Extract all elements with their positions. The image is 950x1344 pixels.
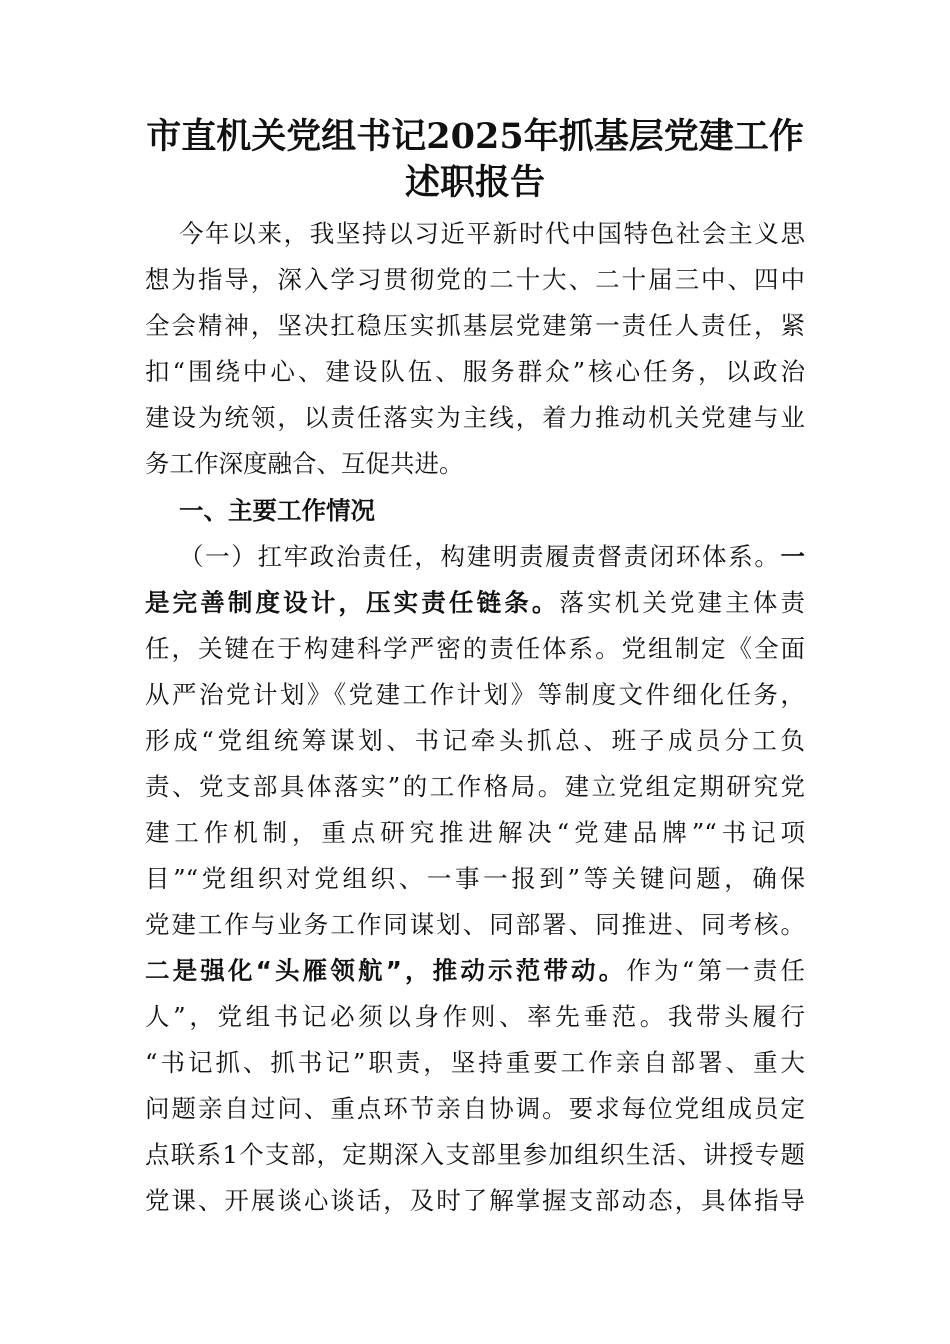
body-1-line-3: 形成“党组统筹谋划、书记牵头抓总、班子成员分工负 xyxy=(145,726,805,755)
body-1-line-1: 任，关键在于构建科学严密的责任体系。党组制定《全面 xyxy=(145,634,805,663)
subsection-1-heading: （一）扛牢政治责任，构建明责履责督责闭环体系。 xyxy=(179,542,781,571)
intro-line-3: 全会精神，坚决扛稳压实抓基层党建第一责任人责任，紧 xyxy=(145,311,805,340)
body-1-line-4: 责、党支部具体落实”的工作格局。建立党组定期研究党 xyxy=(145,772,805,801)
body-1-line-7: 党建工作与业务工作同谋划、同部署、同推进、同考核。 xyxy=(145,910,805,939)
document-title-line-2: 述职报告 xyxy=(404,162,545,203)
intro-line-2: 想为指导，深入学习贯彻党的二十大、二十届三中、四中 xyxy=(145,265,805,294)
intro-line-6: 务工作深度融合、互促共进。 xyxy=(145,449,464,478)
point-1-line xyxy=(145,580,805,626)
document-title-line-1: 市直机关党组书记2025年抓基层党建工作 xyxy=(146,116,804,157)
body-1-line-2: 从严治党计划》《党建工作计划》等制度文件细化任务， xyxy=(145,680,805,709)
body-1-line-5: 建工作机制，重点研究推进解决“党建品牌”“书记项 xyxy=(145,818,805,847)
point-1-title: 是完善制度设计，压实责任链条。 xyxy=(145,588,560,617)
intro-line-5: 建设为统领，以责任落实为主线，着力推动机关党建与业 xyxy=(145,403,805,432)
body-2-line-5: 党课、开展谈心谈话，及时了解掌握支部动态，具体指导 xyxy=(145,1186,805,1215)
body-2-line-2: “书记抓、抓书记”职责，坚持重要工作亲自部署、重大 xyxy=(145,1048,805,1077)
point-2-title: 二是强化“头雁领航”，推动示范带动。 xyxy=(145,956,627,985)
body-1-line-6: 目”“党组织对党组织、一事一报到”等关键问题，确保 xyxy=(145,864,805,893)
section-heading-1: 一、主要工作情况 xyxy=(179,496,375,525)
intro-line-1: 今年以来，我坚持以习近平新时代中国特色社会主义思 xyxy=(179,219,805,248)
intro-line-4: 扣“围绕中心、建设队伍、服务群众”核心任务，以政治 xyxy=(145,357,805,386)
body-2-line-3: 问题亲自过问、重点环节亲自协调。要求每位党组成员定 xyxy=(145,1094,805,1123)
body-2-line-1: 人”，党组书记必须以身作则、率先垂范。我带头履行 xyxy=(145,1002,805,1031)
point-1-lead: 一 xyxy=(780,542,805,571)
point-2-text: 作为“第一责任 xyxy=(626,956,805,985)
body-2-line-4: 点联系1个支部，定期深入支部里参加组织生活、讲授专题 xyxy=(145,1140,805,1169)
subsection-1-line xyxy=(179,534,805,580)
point-2-line xyxy=(145,948,805,994)
point-1-text: 落实机关党建主体责 xyxy=(559,588,806,617)
